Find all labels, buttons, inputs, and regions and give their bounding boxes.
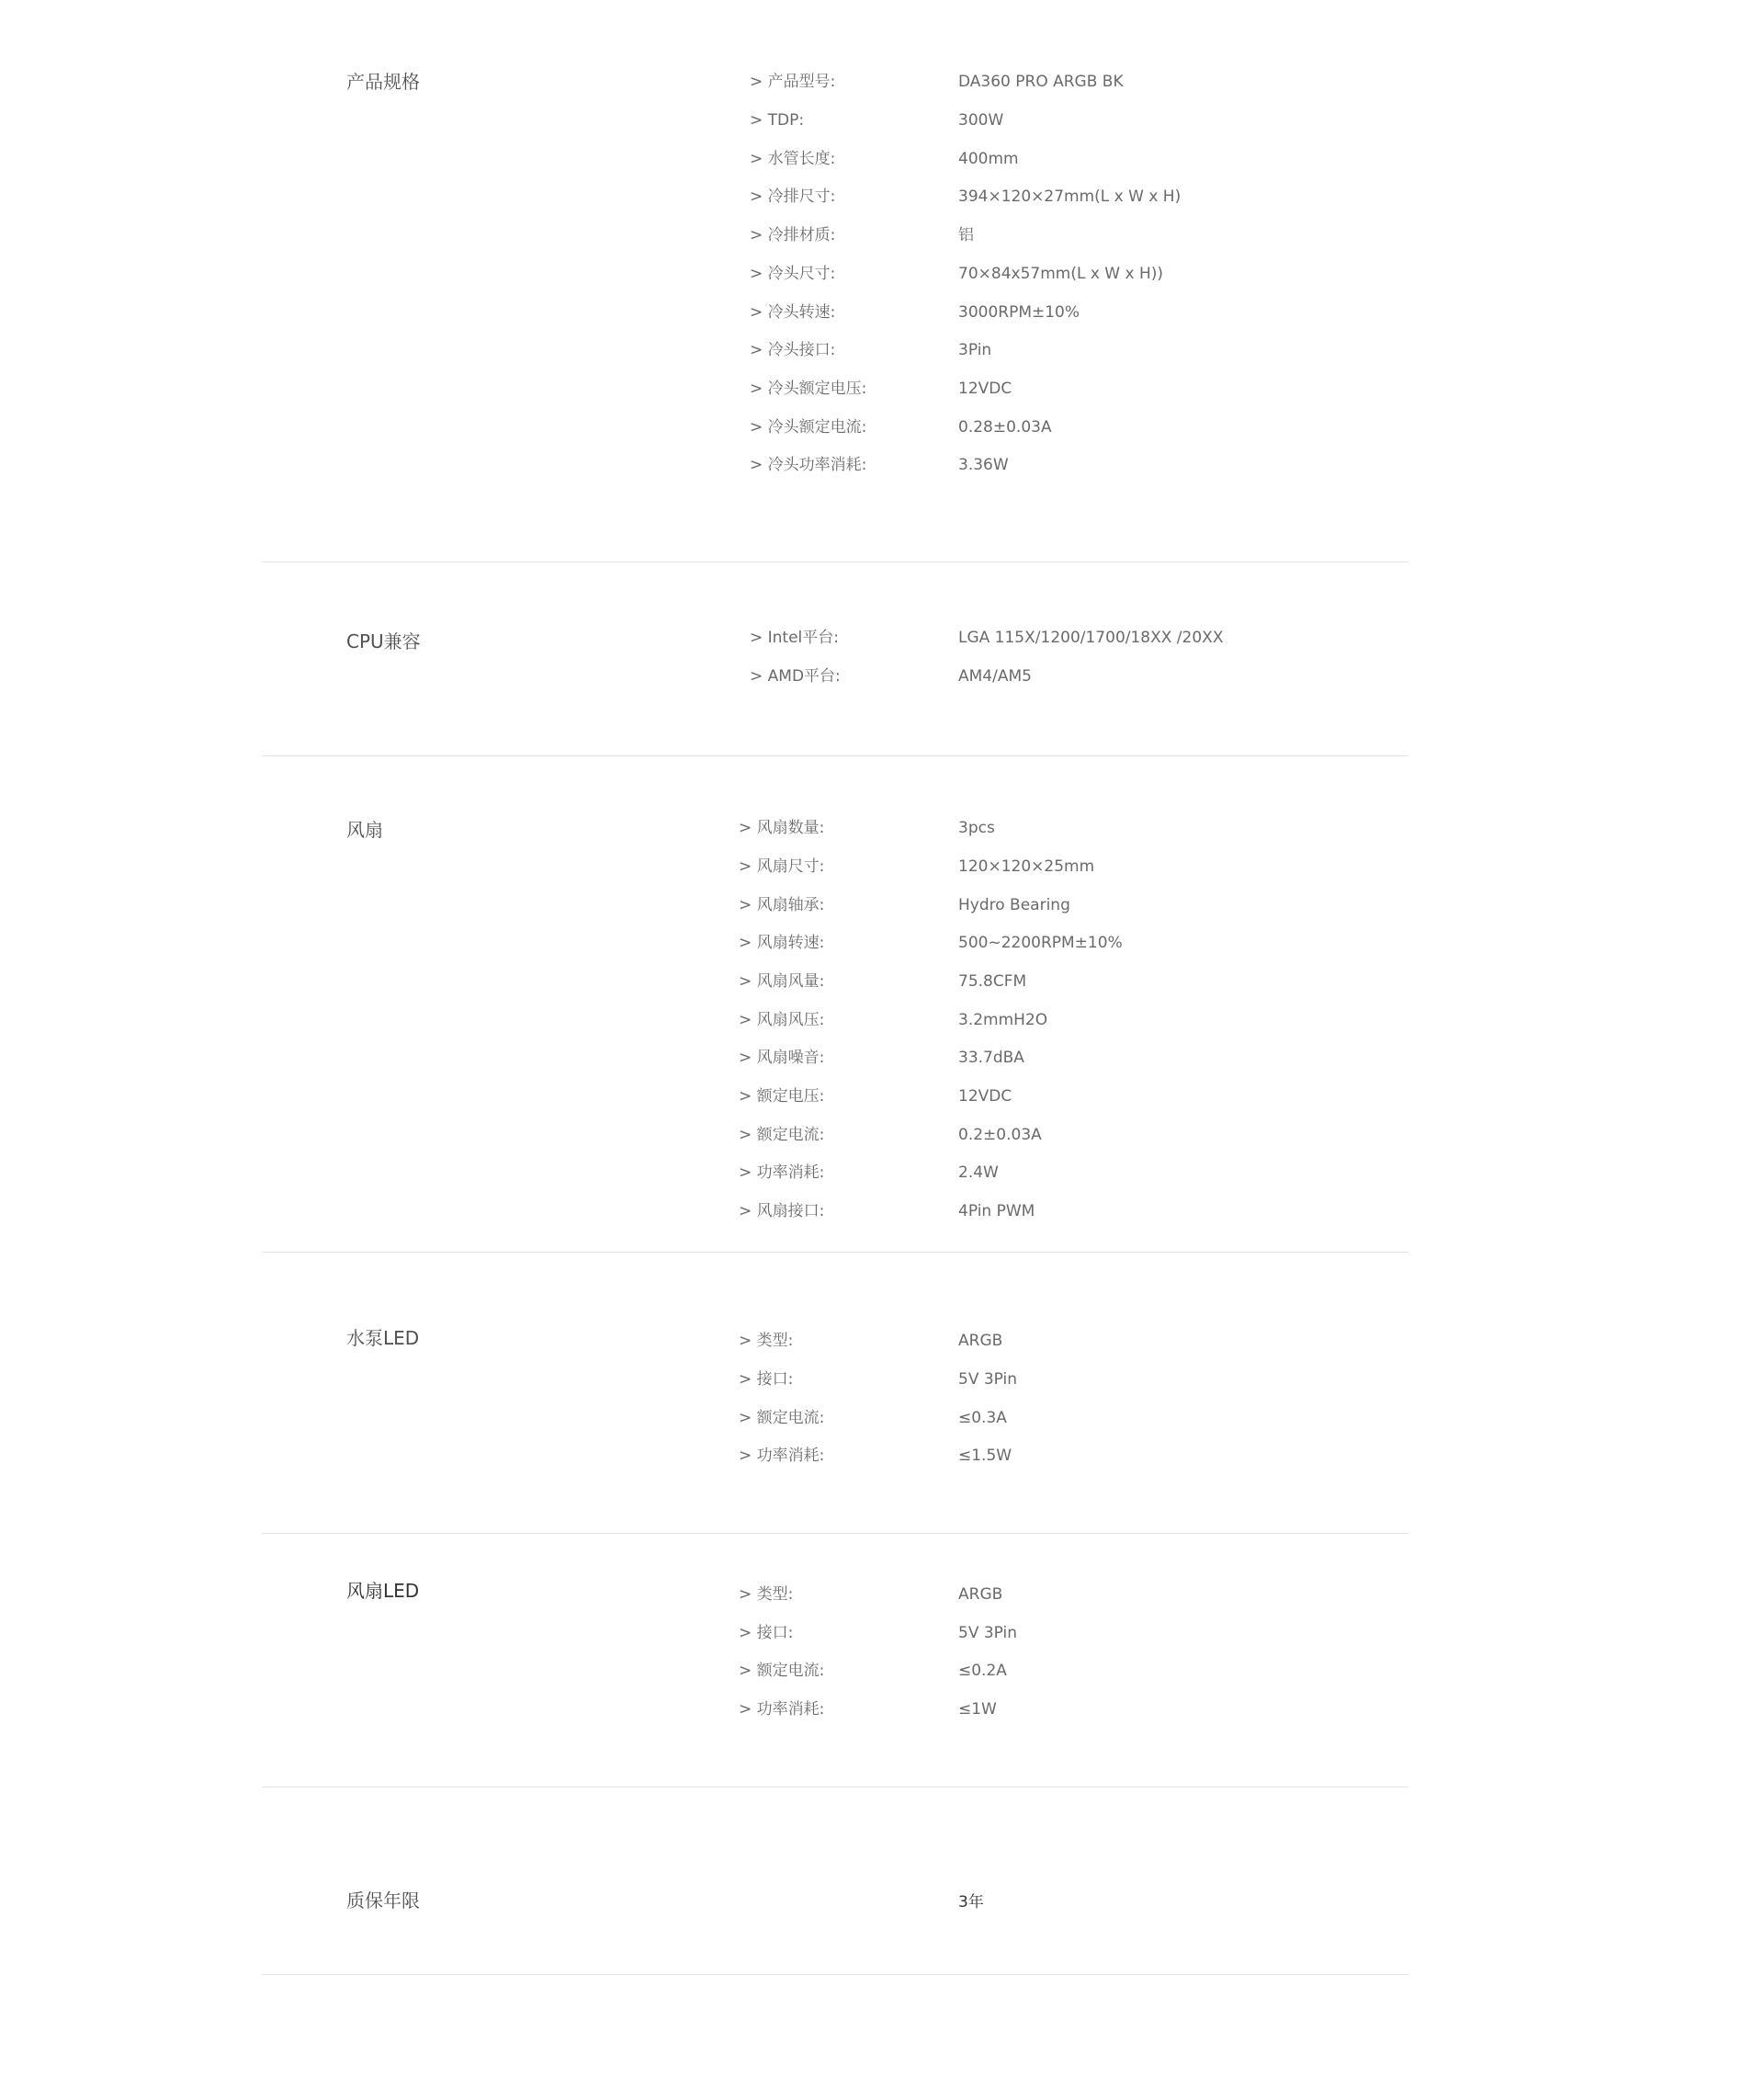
spec-label: > Intel平台: bbox=[750, 629, 840, 647]
spec-value: 75.8CFM bbox=[958, 972, 1027, 991]
spec-row bbox=[262, 626, 1408, 650]
spec-row bbox=[262, 185, 1408, 209]
spec-label: > 额定电压: bbox=[739, 1087, 825, 1106]
spec-label: > 类型: bbox=[739, 1332, 794, 1350]
spec-value: DA360 PRO ARGB BK bbox=[958, 73, 1124, 91]
spec-row bbox=[262, 1008, 1408, 1032]
spec-label: > 风扇风量: bbox=[739, 972, 825, 991]
section-title: 风扇 bbox=[346, 819, 383, 841]
spec-value: 300W bbox=[958, 111, 1004, 130]
spec-row bbox=[262, 262, 1408, 286]
spec-label: > 功率消耗: bbox=[739, 1163, 825, 1182]
spec-value: 120×120×25mm bbox=[958, 857, 1095, 876]
spec-value: ARGB bbox=[958, 1585, 1003, 1604]
spec-row bbox=[262, 1161, 1408, 1185]
spec-value: 0.2±0.03A bbox=[958, 1126, 1042, 1144]
spec-label: > 类型: bbox=[739, 1585, 794, 1604]
section-title: 水泵LED bbox=[346, 1327, 420, 1349]
spec-row bbox=[262, 1621, 1408, 1645]
spec-value: ≤0.3A bbox=[958, 1409, 1007, 1427]
spec-value: 2.4W bbox=[958, 1163, 999, 1182]
spec-value: 3000RPM±10% bbox=[958, 303, 1080, 322]
spec-row bbox=[262, 1583, 1408, 1606]
spec-value: 394×120×27mm(L x W x H) bbox=[958, 187, 1182, 206]
spec-label: > 风扇接口: bbox=[739, 1202, 825, 1220]
spec-label: > 冷排尺寸: bbox=[750, 187, 836, 206]
spec-label: > 额定电流: bbox=[739, 1126, 825, 1144]
spec-value: 12VDC bbox=[958, 1087, 1012, 1106]
spec-value: ≤0.2A bbox=[958, 1662, 1007, 1680]
spec-row bbox=[262, 1406, 1408, 1430]
spec-label: > 冷头接口: bbox=[750, 341, 836, 359]
spec-label: > 风扇尺寸: bbox=[739, 857, 825, 876]
spec-label: > 功率消耗: bbox=[739, 1447, 825, 1465]
spec-row bbox=[262, 147, 1408, 171]
section-title: CPU兼容 bbox=[346, 630, 421, 652]
spec-label: > 风扇转速: bbox=[739, 934, 825, 952]
spec-label: > 额定电流: bbox=[739, 1662, 825, 1680]
spec-label: > 冷头尺寸: bbox=[750, 265, 836, 283]
spec-value: AM4/AM5 bbox=[958, 667, 1032, 686]
spec-row bbox=[262, 1367, 1408, 1391]
spec-row bbox=[262, 1329, 1408, 1353]
spec-row bbox=[262, 223, 1408, 247]
spec-row bbox=[262, 1697, 1408, 1721]
spec-label: > TDP: bbox=[750, 111, 805, 130]
section-divider bbox=[262, 1252, 1408, 1253]
section-divider bbox=[262, 755, 1408, 756]
spec-value: LGA 115X/1200/1700/18XX /20XX bbox=[958, 629, 1224, 647]
spec-label: > 额定电流: bbox=[739, 1409, 825, 1427]
spec-row bbox=[262, 108, 1408, 132]
spec-value: ARGB bbox=[958, 1332, 1003, 1350]
spec-row bbox=[262, 1046, 1408, 1070]
spec-row bbox=[262, 338, 1408, 362]
spec-row bbox=[262, 816, 1408, 840]
spec-row bbox=[262, 415, 1408, 439]
spec-label: > 风扇风压: bbox=[739, 1011, 825, 1029]
spec-value: 铝 bbox=[958, 226, 974, 244]
spec-row bbox=[262, 1890, 1408, 1914]
spec-row bbox=[262, 70, 1408, 94]
spec-label: > 冷头额定电压: bbox=[750, 380, 867, 398]
spec-value: 70×84x57mm(L x W x H)) bbox=[958, 265, 1164, 283]
spec-value: 400mm bbox=[958, 150, 1019, 168]
spec-value: ≤1.5W bbox=[958, 1447, 1012, 1465]
spec-label: > 冷排材质: bbox=[750, 226, 836, 244]
spec-value: 0.28±0.03A bbox=[958, 418, 1052, 437]
spec-label: > 风扇轴承: bbox=[739, 896, 825, 914]
spec-value: 12VDC bbox=[958, 380, 1012, 398]
spec-label: > 接口: bbox=[739, 1370, 794, 1389]
spec-label: > 风扇数量: bbox=[739, 819, 825, 837]
section-divider bbox=[262, 1974, 1408, 1975]
spec-row bbox=[262, 931, 1408, 955]
spec-row bbox=[262, 1659, 1408, 1683]
warranty-value: 3年 bbox=[958, 1893, 984, 1912]
spec-value: 5V 3Pin bbox=[958, 1624, 1018, 1642]
spec-row bbox=[262, 970, 1408, 993]
spec-label: > 功率消耗: bbox=[739, 1700, 825, 1719]
spec-label: > 接口: bbox=[739, 1624, 794, 1642]
spec-row bbox=[262, 1199, 1408, 1223]
spec-row bbox=[262, 664, 1408, 688]
spec-value: Hydro Bearing bbox=[958, 896, 1070, 914]
section-title: 产品规格 bbox=[346, 71, 420, 93]
spec-row bbox=[262, 1123, 1408, 1147]
spec-label: > 产品型号: bbox=[750, 73, 836, 91]
spec-value: 3pcs bbox=[958, 819, 995, 837]
spec-row bbox=[262, 453, 1408, 477]
spec-value: 5V 3Pin bbox=[958, 1370, 1018, 1389]
spec-value: 33.7dBA bbox=[958, 1049, 1024, 1067]
spec-row bbox=[262, 1444, 1408, 1468]
spec-value: 3Pin bbox=[958, 341, 992, 359]
spec-row bbox=[262, 855, 1408, 879]
spec-value: 4Pin PWM bbox=[958, 1202, 1035, 1220]
spec-value: 3.2mmH2O bbox=[958, 1011, 1048, 1029]
spec-label: > 水管长度: bbox=[750, 150, 836, 168]
spec-value: ≤1W bbox=[958, 1700, 997, 1719]
spec-label: > 风扇噪音: bbox=[739, 1049, 825, 1067]
spec-label: > 冷头功率消耗: bbox=[750, 456, 867, 474]
spec-value: 500~2200RPM±10% bbox=[958, 934, 1123, 952]
spec-row bbox=[262, 1084, 1408, 1108]
spec-label: > AMD平台: bbox=[750, 667, 841, 686]
section-title: 质保年限 bbox=[346, 1889, 420, 1912]
spec-row bbox=[262, 301, 1408, 324]
spec-label: > 冷头转速: bbox=[750, 303, 836, 322]
section-title: 风扇LED bbox=[346, 1580, 420, 1602]
spec-row bbox=[262, 377, 1408, 401]
spec-label: > 冷头额定电流: bbox=[750, 418, 867, 437]
section-divider bbox=[262, 1533, 1408, 1534]
spec-value: 3.36W bbox=[958, 456, 1009, 474]
spec-row bbox=[262, 893, 1408, 917]
